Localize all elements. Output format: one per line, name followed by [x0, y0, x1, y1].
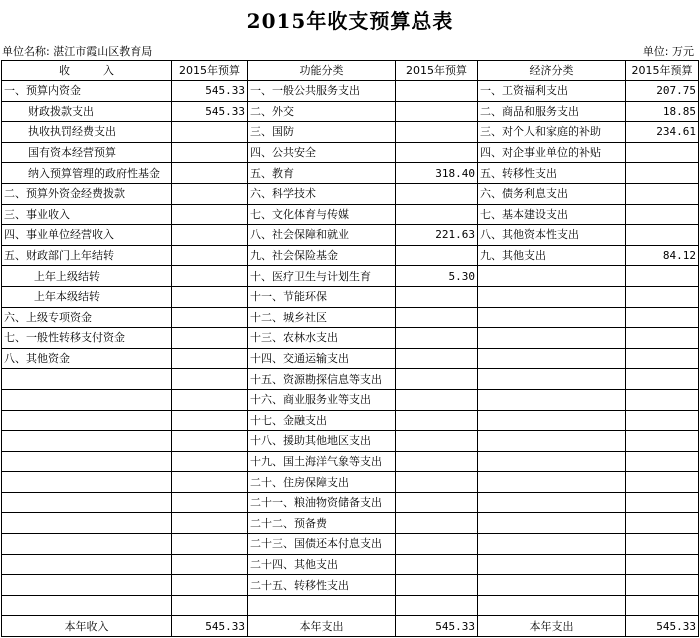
- economic-item: 二、商品和服务支出: [478, 101, 626, 122]
- economic-item: 七、基本建设支出: [478, 204, 626, 225]
- function-value: [396, 245, 478, 266]
- economic-value: [626, 266, 699, 287]
- economic-value: 207.75: [626, 81, 699, 102]
- function-item: 二十、住房保障支出: [248, 472, 396, 493]
- income-value: [172, 245, 248, 266]
- economic-value: [626, 328, 699, 349]
- economic-value: [626, 369, 699, 390]
- function-item: 二十二、预备费: [248, 513, 396, 534]
- income-item: [2, 534, 172, 555]
- income-item: 财政拨款支出: [2, 101, 172, 122]
- economic-value: [626, 575, 699, 596]
- income-item: 纳入预算管理的政府性基金: [2, 163, 172, 184]
- function-item: 十一、节能环保: [248, 286, 396, 307]
- table-row: [2, 307, 699, 328]
- table-row: [2, 451, 699, 472]
- economic-item: [478, 266, 626, 287]
- table-row: [2, 286, 699, 307]
- function-item: 二十三、国债还本付息支出: [248, 534, 396, 555]
- function-value: [396, 513, 478, 534]
- table-row: [2, 245, 699, 266]
- function-item: 二十五、转移性支出: [248, 575, 396, 596]
- table-row: [2, 163, 699, 184]
- function-item: 十三、农林水支出: [248, 328, 396, 349]
- income-item: 五、财政部门上年结转: [2, 245, 172, 266]
- economic-item: [478, 348, 626, 369]
- table-row: [2, 534, 699, 555]
- economic-value: [626, 410, 699, 431]
- table-row: [2, 431, 699, 452]
- function-value: [396, 307, 478, 328]
- economic-item: [478, 307, 626, 328]
- budget-table: [1, 60, 699, 637]
- income-value: [172, 575, 248, 596]
- income-item: 上年本级结转: [2, 286, 172, 307]
- table-row: [2, 389, 699, 410]
- income-value: [172, 389, 248, 410]
- income-item: [2, 369, 172, 390]
- economic-value: [626, 595, 699, 616]
- table-row: [2, 122, 699, 143]
- function-value: [396, 472, 478, 493]
- income-value: 545.33: [172, 81, 248, 102]
- function-item: 二十一、粮油物资储备支出: [248, 492, 396, 513]
- economic-value: [626, 348, 699, 369]
- header-income: 收 入: [2, 61, 172, 81]
- table-row: [2, 225, 699, 246]
- function-item: 十八、援助其他地区支出: [248, 431, 396, 452]
- economic-value: [626, 492, 699, 513]
- income-value: 545.33: [172, 101, 248, 122]
- table-row: [2, 369, 699, 390]
- function-value: [396, 122, 478, 143]
- income-item: [2, 575, 172, 596]
- income-value: [172, 328, 248, 349]
- economic-item: [478, 492, 626, 513]
- income-item: 执收执罚经费支出: [2, 122, 172, 143]
- table-row: [2, 348, 699, 369]
- table-row: [2, 183, 699, 204]
- function-item: [248, 595, 396, 616]
- income-value: [172, 595, 248, 616]
- income-value: [172, 142, 248, 163]
- header-budget-economic: 2015年预算: [626, 61, 699, 81]
- function-item: 十六、商业服务业等支出: [248, 389, 396, 410]
- function-item: 十二、城乡社区: [248, 307, 396, 328]
- function-value: [396, 410, 478, 431]
- function-value: [396, 183, 478, 204]
- economic-item: [478, 328, 626, 349]
- function-value: [396, 142, 478, 163]
- function-item: 一、一般公共服务支出: [248, 81, 396, 102]
- function-item: 十九、国土海洋气象等支出: [248, 451, 396, 472]
- function-item: 九、社会保险基金: [248, 245, 396, 266]
- income-value: [172, 225, 248, 246]
- economic-value: [626, 451, 699, 472]
- table-row: [2, 575, 699, 596]
- economic-value: [626, 389, 699, 410]
- function-value: [396, 286, 478, 307]
- income-value: [172, 307, 248, 328]
- economic-item: [478, 389, 626, 410]
- income-value: [172, 286, 248, 307]
- function-item: 三、国防: [248, 122, 396, 143]
- economic-item: [478, 431, 626, 452]
- table-row: [2, 595, 699, 616]
- function-item: 六、科学技术: [248, 183, 396, 204]
- function-value: [396, 81, 478, 102]
- income-item: 八、其他资金: [2, 348, 172, 369]
- economic-value: [626, 554, 699, 575]
- income-item: 七、一般性转移支付资金: [2, 328, 172, 349]
- economic-item: [478, 286, 626, 307]
- economic-value: [626, 472, 699, 493]
- income-item: [2, 410, 172, 431]
- income-item: [2, 554, 172, 575]
- total-function-value: 545.33: [396, 616, 478, 637]
- function-value: 221.63: [396, 225, 478, 246]
- total-income-value: 545.33: [172, 616, 248, 637]
- income-item: [2, 389, 172, 410]
- header-function: 功能分类: [248, 61, 396, 81]
- function-value: [396, 492, 478, 513]
- function-value: [396, 534, 478, 555]
- economic-item: 六、债务利息支出: [478, 183, 626, 204]
- income-value: [172, 554, 248, 575]
- economic-item: 五、转移性支出: [478, 163, 626, 184]
- function-value: [396, 348, 478, 369]
- total-function-label: 本年支出: [248, 616, 396, 637]
- meta-bar: [0, 42, 700, 60]
- income-value: [172, 348, 248, 369]
- economic-value: [626, 204, 699, 225]
- table-row: [2, 204, 699, 225]
- economic-value: [626, 225, 699, 246]
- function-item: 十五、资源勘探信息等支出: [248, 369, 396, 390]
- income-item: [2, 431, 172, 452]
- function-value: [396, 369, 478, 390]
- function-value: [396, 595, 478, 616]
- function-item: 四、公共安全: [248, 142, 396, 163]
- function-item: 二、外交: [248, 101, 396, 122]
- function-value: [396, 101, 478, 122]
- income-value: [172, 204, 248, 225]
- economic-item: [478, 575, 626, 596]
- function-value: [396, 328, 478, 349]
- page-title: 2015年收支预算总表: [246, 9, 454, 33]
- economic-item: [478, 534, 626, 555]
- income-value: [172, 369, 248, 390]
- economic-item: 四、对企事业单位的补贴: [478, 142, 626, 163]
- table-row: [2, 101, 699, 122]
- income-item: [2, 451, 172, 472]
- income-item: 上年上级结转: [2, 266, 172, 287]
- header-economic: 经济分类: [478, 61, 626, 81]
- economic-item: [478, 410, 626, 431]
- economic-item: 八、其他资本性支出: [478, 225, 626, 246]
- function-value: [396, 554, 478, 575]
- function-item: 二十四、其他支出: [248, 554, 396, 575]
- income-item: [2, 513, 172, 534]
- economic-item: 九、其他支出: [478, 245, 626, 266]
- income-value: [172, 183, 248, 204]
- economic-value: 234.61: [626, 122, 699, 143]
- function-item: 七、文化体育与传媒: [248, 204, 396, 225]
- function-value: [396, 431, 478, 452]
- function-item: 十、医疗卫生与计划生育: [248, 266, 396, 287]
- economic-item: [478, 595, 626, 616]
- economic-item: [478, 451, 626, 472]
- economic-value: [626, 163, 699, 184]
- currency-unit: 单位: 万元: [642, 45, 694, 58]
- table-row: [2, 492, 699, 513]
- table-row: [2, 554, 699, 575]
- function-value: 5.30: [396, 266, 478, 287]
- economic-item: 一、工资福利支出: [478, 81, 626, 102]
- income-value: [172, 122, 248, 143]
- income-value: [172, 513, 248, 534]
- header-row: [2, 61, 699, 81]
- income-value: [172, 266, 248, 287]
- economic-item: [478, 472, 626, 493]
- economic-item: [478, 369, 626, 390]
- total-economic-value: 545.33: [626, 616, 699, 637]
- table-row: [2, 142, 699, 163]
- income-item: 三、事业收入: [2, 204, 172, 225]
- economic-value: [626, 142, 699, 163]
- economic-value: 18.85: [626, 101, 699, 122]
- total-income-label: 本年收入: [2, 616, 172, 637]
- totals-row: [2, 616, 699, 637]
- table-row: [2, 410, 699, 431]
- economic-value: [626, 513, 699, 534]
- function-item: 十四、交通运输支出: [248, 348, 396, 369]
- income-item: [2, 492, 172, 513]
- economic-value: [626, 534, 699, 555]
- economic-item: 三、对个人和家庭的补助: [478, 122, 626, 143]
- function-item: 八、社会保障和就业: [248, 225, 396, 246]
- table-row: [2, 81, 699, 102]
- income-item: 二、预算外资金经费拨款: [2, 183, 172, 204]
- economic-value: [626, 307, 699, 328]
- income-value: [172, 472, 248, 493]
- income-item: 国有资本经营预算: [2, 142, 172, 163]
- function-item: 十七、金融支出: [248, 410, 396, 431]
- income-value: [172, 163, 248, 184]
- table-row: [2, 513, 699, 534]
- income-item: [2, 595, 172, 616]
- table-row: [2, 328, 699, 349]
- economic-item: [478, 554, 626, 575]
- economic-item: [478, 513, 626, 534]
- income-value: [172, 431, 248, 452]
- economic-value: 84.12: [626, 245, 699, 266]
- income-value: [172, 534, 248, 555]
- income-value: [172, 451, 248, 472]
- function-value: [396, 575, 478, 596]
- income-item: 六、上级专项资金: [2, 307, 172, 328]
- income-item: [2, 472, 172, 493]
- header-budget-function: 2015年预算: [396, 61, 478, 81]
- function-value: [396, 451, 478, 472]
- function-value: 318.40: [396, 163, 478, 184]
- economic-value: [626, 431, 699, 452]
- function-value: [396, 204, 478, 225]
- economic-value: [626, 183, 699, 204]
- header-budget-income: 2015年预算: [172, 61, 248, 81]
- economic-value: [626, 286, 699, 307]
- function-value: [396, 389, 478, 410]
- table-row: [2, 266, 699, 287]
- income-value: [172, 410, 248, 431]
- income-item: 一、预算内资金: [2, 81, 172, 102]
- function-item: 五、教育: [248, 163, 396, 184]
- table-row: [2, 472, 699, 493]
- unit-name: 单位名称: 湛江市霞山区教育局: [2, 45, 153, 58]
- total-economic-label: 本年支出: [478, 616, 626, 637]
- income-value: [172, 492, 248, 513]
- income-item: 四、事业单位经营收入: [2, 225, 172, 246]
